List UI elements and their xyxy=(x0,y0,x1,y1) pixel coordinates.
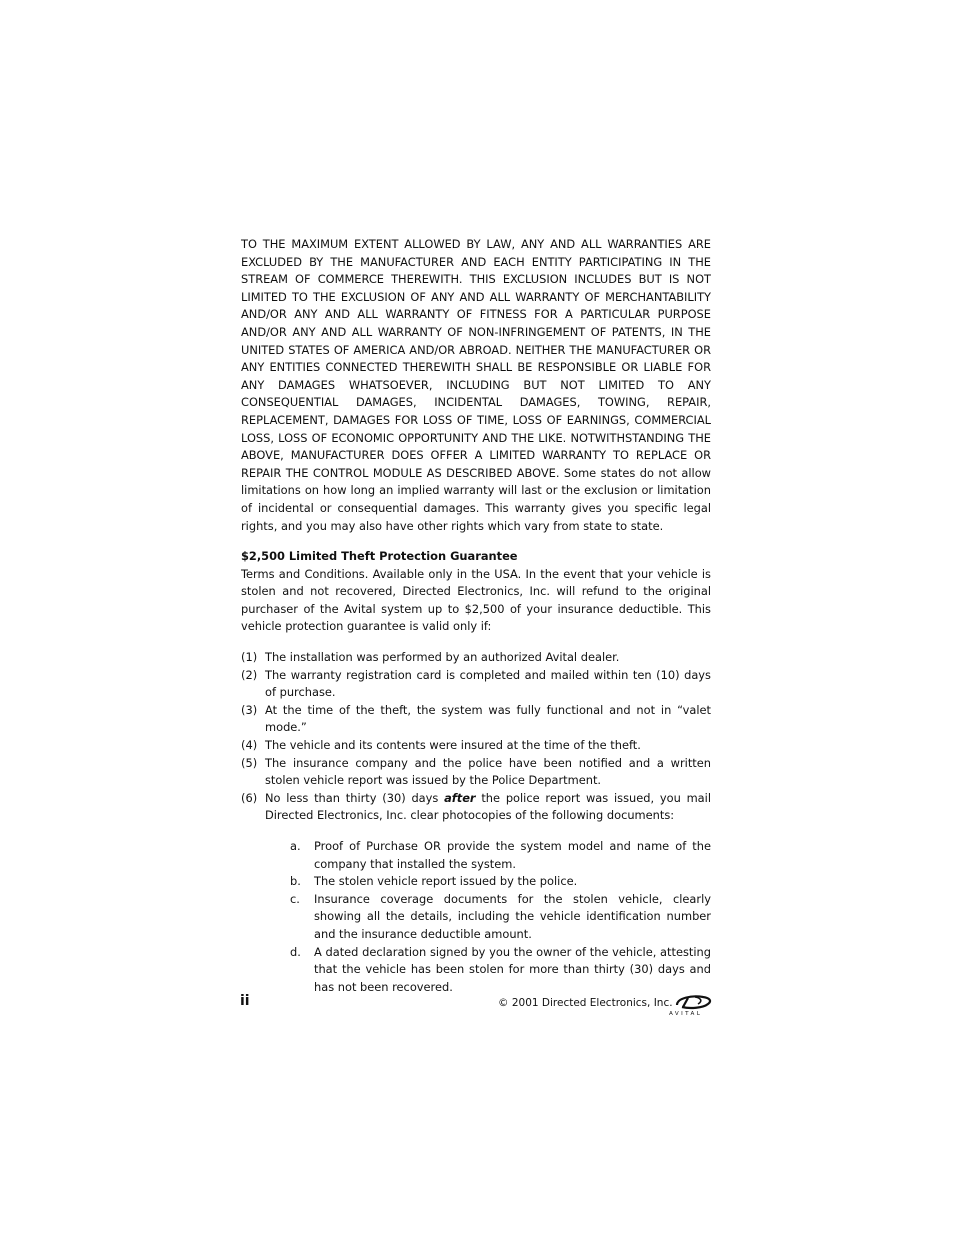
list-item: c. Insurance coverage documents for the stolen vehicle, clearly showing all the details, including the vehicle identification number and the insurance deductible amount. xyxy=(290,891,711,941)
list-item: d. A dated declaration signed by you the owner of the vehicle, attesting that the vehicle has been stolen for more than thirty (30) days and has not been recovered. xyxy=(290,944,711,994)
emphasis-after: after xyxy=(444,790,476,805)
conditions-list xyxy=(241,649,711,996)
list-item: (5) The insurance company and the police have been notified and a written stolen vehicle report was issued by the Police Department. xyxy=(241,755,711,788)
page-number: ii xyxy=(240,993,250,1009)
list-item: (3) At the time of the theft, the system was fully functional and not in “valet mode.” xyxy=(241,702,711,735)
avital-logo xyxy=(668,994,714,1016)
disclaimer-upper: TO THE MAXIMUM EXTENT ALLOWED BY LAW, ANY AND ALL WARRANTIES ARE EXCLUDED BY THE MANUFACTURER AND EACH ENTITY PARTICIPATING IN THE STREAM OF COMMERCE THEREWITH. THIS EXCLUSION INCLUDES BUT IS NOT LIMITED TO THE EXCLUSION OF ANY AND ALL WARRANTY OF MERCHANTABILITY AND/OR ANY AND ALL WARRANTY OF FITNESS FOR A PARTICULAR PURPOSE AND/OR ANY AND ALL WARRANTY OF NON-INFRINGEMENT OF PATENTS, IN THE UNITED STATES OF AMERICA AND/OR ABROAD. NEITHER THE MANUFACTURER OR ANY ENTITIES CONNECTED THEREWITH SHALL BE RESPONSIBLE OR LIABLE FOR ANY DAMAGES WHATSOEVER, INCLUDING BUT NOT LIMITED TO ANY CONSEQUENTIAL DAMAGES, INCIDENTAL DAMAGES, TOWING, REPAIR, REPLACEMENT, DAMAGES FOR LOSS OF TIME, LOSS OF EARNINGS, COMMERCIAL LOSS, LOSS OF ECONOMIC OPPORTUNITY AND THE LIKE. NOTWITHSTANDING THE ABOVE, MANUFACTURER DOES OFFER A LIMITED WARRANTY TO REPLACE OR REPAIR THE CONTROL MODULE AS DESCRIBED ABOVE. xyxy=(241,237,711,480)
list-item: a. Proof of Purchase OR provide the system model and name of the company that installed the system. xyxy=(290,839,711,871)
copyright-notice: © 2001 Directed Electronics, Inc. xyxy=(498,997,673,1009)
list-item: (2) The warranty registration card is completed and mailed within ten (10) days of purchase. xyxy=(241,667,711,700)
list-item: (4) The vehicle and its contents were insured at the time of the theft. xyxy=(241,738,641,753)
page-body xyxy=(241,236,711,996)
warranty-disclaimer xyxy=(241,236,711,535)
documents-list xyxy=(265,838,711,996)
guarantee-intro: Terms and Conditions. Available only in the USA. In the event that your vehicle is stolen and not recovered, Directed Electronics, Inc. will refund to the original purchaser of the Avital system up to $2,500 of your insurance deductible. This vehicle protection guarantee is valid only if: xyxy=(241,566,711,634)
disclaimer-lower: Some states do not allow limitations on how long an implied warranty will last or the exclusion or limitation of incidental or consequential damages. This warranty gives you specific legal rights, and you may also have other rights which vary from state to state. xyxy=(241,465,711,533)
guarantee-heading: $2,500 Limited Theft Protection Guarantee xyxy=(241,549,518,564)
list-item: (1) The installation was performed by an authorized Avital dealer. xyxy=(241,650,620,665)
list-item: (6) No less than thirty (30) days after the police report was issued, you mail Directed Electronics, Inc. clear photocopies of the following documents: a. Proof of Purchase OR provide the system model and name of the company that installed the system. b. The stolen vehicle report issued by the police. c. Insurance coverage documents for the stolen vehicle, clearly showing all the details, including the vehicle identification number and the insurance deductible amount. d. A dated declaration signed by you the owner of the vehicle, attesting that the vehicle has been stolen for more than thirty (30) days and has not been recovered. xyxy=(241,790,711,997)
logo-text: AVITAL xyxy=(669,1011,703,1016)
list-item: b. The stolen vehicle report issued by the police. xyxy=(290,874,578,889)
